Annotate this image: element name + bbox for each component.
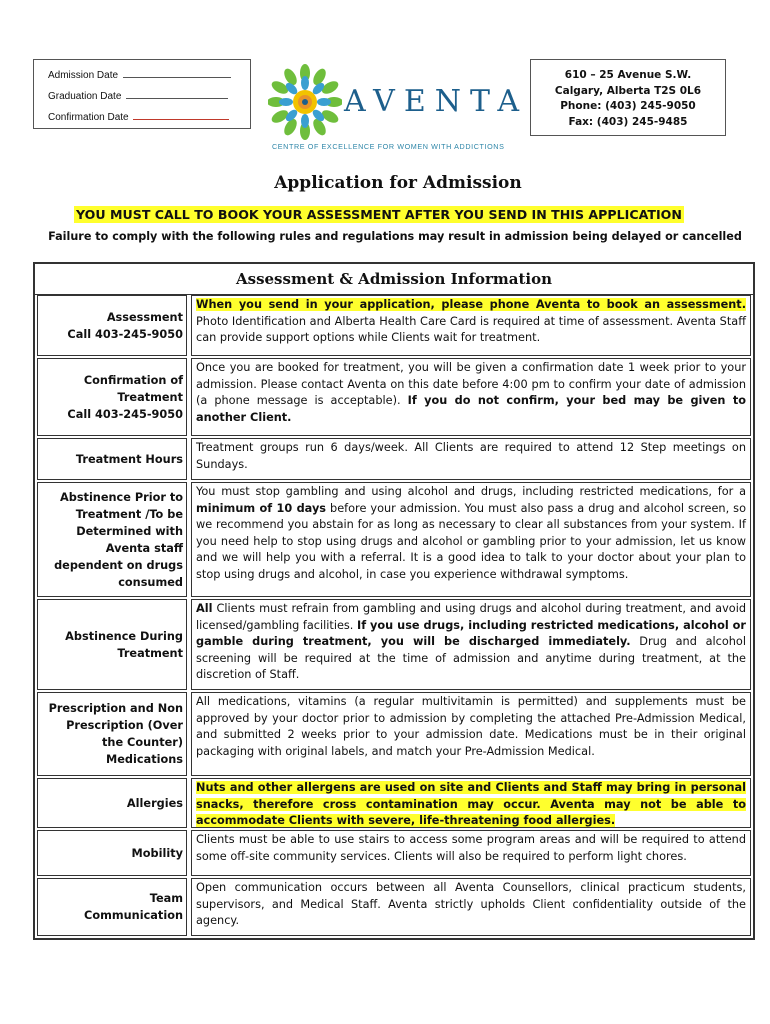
row-label-line: Treatment — [117, 390, 183, 404]
row-content — [191, 830, 751, 876]
row-text-segment: When you send in your application, please phone Aventa to book an assessment. — [196, 298, 746, 311]
row-text-segment: before your admission. You must also pass a drug and alcohol screen, so we recommend you abstain for as long as necessary to clear all substances from your system. If you need help to stop using drugs and alcohol or gambling prior to your admission, let us know and we will help you with a referral. It is a good idea to talk to your doctor about your plan to stop using drugs and alcohol, in case you experience withdrawal symptoms. — [196, 501, 746, 581]
row-text-segment: Open communication occurs between all Aventa Counsellors, clinical practicum students, supervisors, and Medical Staff. Aventa strictly upholds Client confidentiality outside of the agency. — [196, 881, 746, 928]
table-row — [37, 438, 751, 480]
mandala-logo-icon — [268, 62, 342, 142]
row-label-line: Allergies — [126, 796, 183, 810]
row-label — [37, 878, 187, 936]
logo-tagline: CENTRE OF EXCELLENCE FOR WOMEN WITH ADDICTIONS — [272, 142, 505, 151]
row-label — [37, 358, 187, 436]
row-content — [191, 692, 751, 776]
info-table — [33, 262, 755, 940]
graduation-date-field[interactable] — [126, 88, 228, 99]
row-content — [191, 438, 751, 480]
table-row — [37, 878, 751, 936]
row-label-line: Abstinence During — [65, 629, 183, 643]
row-label — [37, 295, 187, 356]
row-label — [37, 438, 187, 480]
row-content — [191, 599, 751, 690]
call-warning: YOU MUST CALL TO BOOK YOUR ASSESSMENT AFTER YOU SEND IN THIS APPLICATION — [76, 207, 682, 222]
row-text-segment: You must stop gambling and using alcohol and drugs, including restricted medications, for a — [196, 485, 746, 498]
row-label-line: Determined with — [76, 524, 183, 538]
row-label-line: Treatment — [117, 646, 183, 660]
address-box — [530, 59, 726, 136]
row-text-segment: Drug and alcohol screening will be required at the time of admission and anytime during treatment, at the discretion of Staff. — [196, 635, 746, 682]
confirmation-date-field[interactable] — [133, 109, 229, 120]
table-row — [37, 358, 751, 436]
row-label-line: Mobility — [131, 846, 183, 860]
address-city: Calgary, Alberta T2S 0L6 — [554, 84, 702, 97]
row-text-segment: If you use drugs, including restricted medications, alcohol or gamble during treatment, you will be discharged immediately. — [196, 618, 747, 649]
table-row — [37, 295, 751, 356]
row-label-line: Aventa staff — [105, 541, 183, 555]
row-label-line: Treatment /To be — [75, 507, 183, 521]
row-label-line: consumed — [118, 575, 183, 589]
row-label — [37, 482, 187, 597]
row-label-line: Assessment — [106, 310, 183, 324]
table-row — [37, 599, 751, 690]
confirmation-date-label: Confirmation Date — [48, 112, 129, 123]
row-content — [191, 295, 751, 356]
row-content — [191, 482, 751, 597]
row-content — [191, 778, 751, 828]
row-text-segment: Clients must be able to use stairs to access some program areas and will be required to attend some off-site community services. Clients will also be required to perform light chores. — [196, 833, 746, 863]
table-row — [37, 692, 751, 776]
row-label — [37, 692, 187, 776]
row-label-line: Confirmation of — [83, 373, 183, 387]
row-label-line: Call 403-245-9050 — [67, 407, 183, 421]
aventa-logo — [268, 62, 529, 157]
row-text-segment: Photo Identification and Alberta Health Care Card is required at time of assessment. Aventa Staff can provide support options while Clients wait for treatment. — [196, 314, 746, 345]
row-label-line: Abstinence Prior to — [59, 490, 183, 504]
row-text-segment: All — [196, 602, 213, 615]
address-street: 610 – 25 Avenue S.W. — [564, 69, 692, 81]
logo-wordmark: AVENTA — [344, 84, 529, 119]
admission-date-label: Admission Date — [48, 70, 119, 81]
admission-date-row — [48, 67, 250, 88]
row-label-line: Communication — [84, 909, 183, 922]
row-label-line: the Counter) — [102, 736, 183, 749]
row-label-line: Call 403-245-9050 — [67, 327, 183, 341]
row-content — [191, 878, 751, 936]
row-content — [191, 358, 751, 436]
graduation-date-row — [48, 88, 250, 109]
row-text-segment: Treatment groups run 6 days/week. All Clients are required to attend 12 Step meetings on Sundays. — [196, 441, 746, 471]
row-label — [37, 599, 187, 690]
graduation-date-label: Graduation Date — [48, 91, 122, 102]
row-label-line: Medications — [106, 753, 183, 766]
row-label — [37, 830, 187, 876]
admission-date-field[interactable] — [123, 67, 231, 78]
row-label-line: dependent on drugs — [54, 558, 183, 572]
row-label-line: Team — [149, 892, 183, 905]
row-text-segment: If you do not confirm, your bed may be given to another Client. — [196, 394, 746, 424]
table-row — [37, 482, 751, 597]
table-heading: Assessment & Admission Information — [35, 264, 753, 295]
row-text-segment: Clients must refrain from gambling and using drugs and alcohol during treatment, and avoid licensed/gambling facilities. — [196, 602, 746, 632]
address-phone: Phone: (403) 245-9050 — [560, 100, 696, 112]
row-label-line: Prescription (Over — [66, 719, 183, 732]
compliance-warning: Failure to comply with the following rules and regulations may result in admission being delayed or cancelled — [48, 230, 742, 243]
row-text-segment: Once you are booked for treatment, you will be given a confirmation date 1 week prior to your admission. Please contact Aventa on this date before 4:00 pm to confirm your date of admission (a phone message is acceptable). — [196, 361, 746, 408]
row-label-line: Treatment Hours — [75, 452, 183, 466]
table-row — [37, 778, 751, 828]
row-text-segment: All medications, vitamins (a regular multivitamin is permitted) and supplements must be approved by your doctor prior to admission by completing the attached Pre-Admission Medical, and submitted 2 weeks prior to your admission date. Medications must be in their original packaging with original labels, and match your Pre-Admission Medical. — [196, 695, 746, 758]
address-fax: Fax: (403) 245-9485 — [568, 115, 688, 128]
row-label-line: Prescription and Non — [48, 702, 183, 715]
date-fields-box — [33, 59, 251, 129]
page-title: Application for Admission — [274, 173, 522, 193]
row-text-segment: minimum of 10 days — [196, 501, 327, 515]
row-text-segment: Nuts and other allergens are used on site and Clients and Staff may bring in personal snacks, therefore cross contamination may occur. Aventa may not be able to accommodate Clients with severe, life-threatening food allergies. — [196, 781, 746, 828]
table-row — [37, 830, 751, 876]
row-label — [37, 778, 187, 828]
confirmation-date-row — [48, 109, 250, 130]
